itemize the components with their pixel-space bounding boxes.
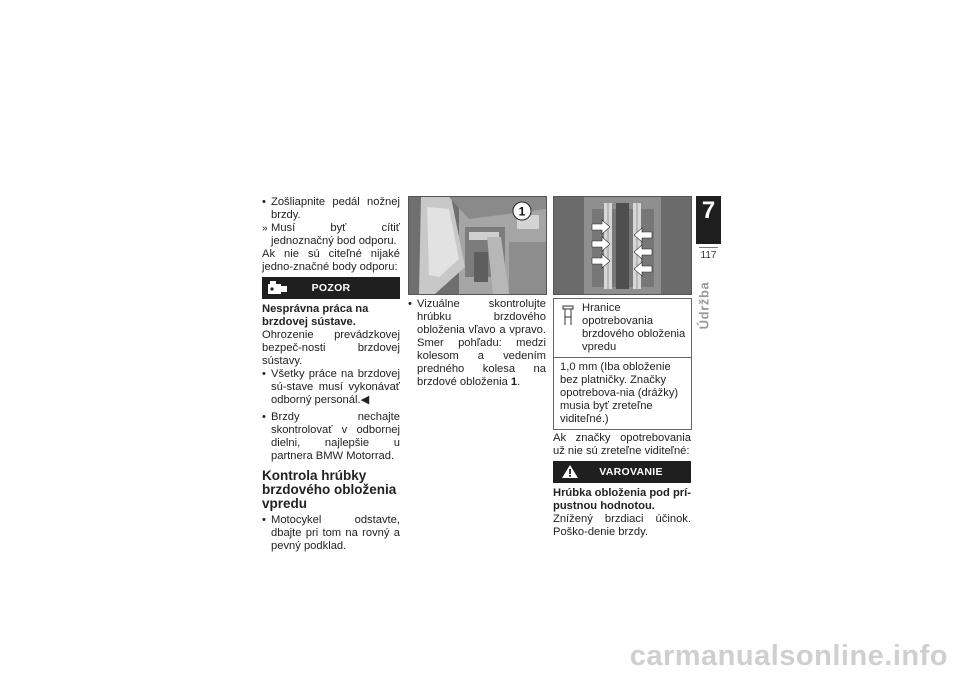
end-marker-icon: ◀ [360, 394, 370, 406]
watermark: carmanualsonline.info [629, 640, 948, 672]
photo-callout-1: 1 [518, 204, 526, 219]
pozor-label: POZOR [311, 281, 351, 294]
brake-pad-diagram [553, 196, 692, 295]
column-right [553, 196, 691, 539]
pozor-banner [262, 277, 400, 299]
spec-header [554, 299, 691, 358]
pad-wear-marks-image [554, 197, 691, 294]
section-heading: Kontrola hrúbky brzdového obloženia vpredu [262, 468, 397, 511]
spec-title: Hranice opotrebovania brzdového obloženia vpredu [582, 302, 686, 353]
spec-table [553, 298, 692, 430]
tool-spec-icon [562, 305, 574, 327]
pozor-text: Ohrozenie prevádzkovej bezpeč-nosti brzdovej sústavy. [262, 329, 400, 367]
callout-ref-1: 1 [510, 376, 518, 388]
varovanie-label: VAROVANIE [599, 465, 663, 478]
varovanie-title: Hrúbka obloženia pod prí-pustnou hodnotou. [553, 487, 691, 512]
tab-divider [699, 247, 718, 248]
page-number: 117 [700, 250, 717, 261]
chapter-number: 7 [701, 197, 716, 224]
column-left [262, 196, 400, 553]
step-press-pedal: • Zošliapnite pedál nožnej brzdy. [262, 196, 400, 222]
attention-icon [268, 281, 288, 295]
varovanie-text: Znížený brzdiaci účinok. Poško-denie brzdy. [553, 513, 691, 538]
bullet-qualified-staff: • Všetky práce na brzdovej sú-stave musí vykonávať odborný personál.◀ [262, 368, 400, 407]
paragraph-marks-not-visible: Ak značky opotrebovania už nie sú zreteľne viditeľné: [553, 432, 691, 457]
result-resistance: » Musí byť cítiť jednoznačný bod odporu. [262, 222, 400, 248]
warning-triangle-icon [561, 464, 579, 479]
spec-body [554, 358, 691, 429]
bullet-park-motorcycle: • Motocykel odstavte, dbajte pri tom na rovný a pevný podklad. [262, 514, 400, 553]
spec-value: 1,0 mm (Iba obloženie bez platničky. Značky opotrebova-nia (drážky) musia byť zreteľne viditeľné.) [560, 361, 679, 425]
brake-caliper-image [409, 197, 546, 294]
section-name: Údržba [696, 281, 712, 330]
brake-pad-photo [408, 196, 547, 295]
bullet-workshop: • Brzdy nechajte skontrolovať v odbornej dielni, najlepšie u partnera BMW Motorrad. [262, 411, 400, 463]
paragraph-no-resistance: Ak nie sú citeľné nijaké jedno-značné body odporu: [262, 248, 400, 273]
column-middle [408, 196, 546, 389]
chapter-tab [696, 196, 721, 244]
bullet-visual-check: • Vizuálne skontrolujte hrúbku brzdového obloženia vľavo a vpravo. Smer pohľadu: medzi kolesom a vedením predného kolesa na brzdové obloženia 1. [408, 298, 546, 389]
pozor-title: Nesprávna práca na brzdovej sústave. [262, 303, 369, 328]
varovanie-banner [553, 461, 691, 483]
section-label [696, 276, 716, 336]
